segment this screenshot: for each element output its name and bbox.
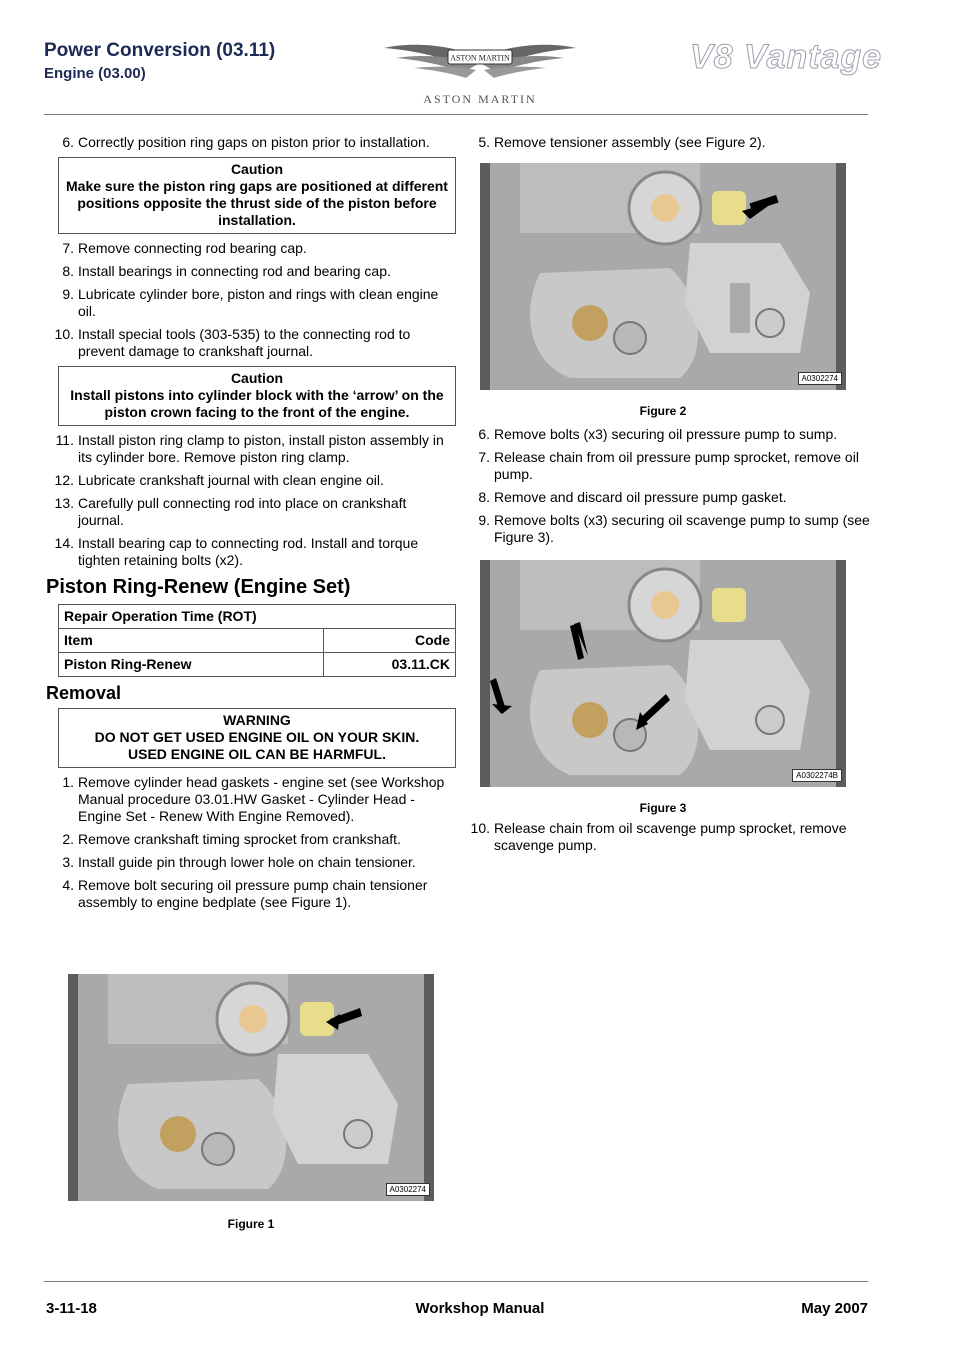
- step-item: [46, 495, 456, 529]
- rot-table: [58, 604, 456, 677]
- step-item: [46, 326, 456, 360]
- figure-caption: Figure 3: [639, 801, 687, 815]
- step-text: Remove connecting rod bearing cap.: [78, 240, 307, 256]
- figure-caption: Figure 2: [639, 404, 687, 418]
- rot-col-code: Code: [323, 629, 455, 653]
- step-item: [462, 820, 872, 854]
- caution-box: [58, 366, 456, 426]
- step-item: [46, 854, 456, 871]
- table-row: [59, 629, 456, 653]
- step-item: [462, 134, 872, 151]
- step-text: Remove bolts (x3) securing oil scavenge pump to sump (see Figure 3).: [494, 512, 870, 545]
- step-text: Lubricate cylinder bore, piston and rings with clean engine oil.: [78, 286, 439, 319]
- header-title: Power Conversion (03.11): [44, 40, 276, 61]
- step-text: Remove bolt securing oil pressure pump chain tensioner assembly to engine bedplate (see Figure 1).: [78, 877, 428, 910]
- section-title: Piston Ring-Renew (Engine Set): [46, 576, 351, 598]
- step-text: Release chain from oil pressure pump sprocket, remove oil pump.: [494, 449, 859, 482]
- step-text: Remove bolts (x3) securing oil pressure pump to sump.: [494, 426, 838, 442]
- step-item: [46, 831, 456, 848]
- header-subtitle: Engine (03.00): [44, 65, 146, 82]
- table-row: [59, 605, 456, 629]
- footer-rule: [44, 1281, 868, 1282]
- right-column-bottom: [462, 820, 872, 860]
- page-number: 3-11-18: [46, 1300, 97, 1317]
- figure-code: A0302274B: [792, 769, 842, 782]
- step-number: 4.: [62, 877, 74, 893]
- step-number: 14.: [54, 535, 74, 551]
- figure-2-photo: [480, 163, 846, 390]
- figure-caption: Figure 1: [227, 1217, 275, 1231]
- step-number: 9.: [478, 512, 490, 528]
- step-item: [46, 877, 456, 911]
- step-number: 12.: [54, 472, 74, 488]
- figure-3-photo: [480, 560, 846, 787]
- step-number: 11.: [55, 432, 74, 448]
- caution-heading: Caution: [230, 161, 284, 177]
- logo-text: ASTON MARTIN: [423, 92, 537, 106]
- step-number: 6.: [478, 426, 490, 442]
- step-item: [46, 535, 456, 569]
- step-item: [462, 512, 872, 546]
- step-text: Correctly position ring gaps on piston prior to installation.: [78, 134, 430, 150]
- logo-badge-text: ASTON MARTIN: [450, 53, 510, 63]
- caution-text: Install pistons into cylinder block with the ‘arrow’ on the piston crown facing to the front of the engine.: [70, 387, 444, 420]
- step-item: [462, 426, 872, 443]
- step-text: Remove and discard oil pressure pump gasket.: [494, 489, 787, 505]
- step-number: 8.: [62, 263, 74, 279]
- step-number: 2.: [62, 831, 74, 847]
- model-name: V8 Vantage: [690, 38, 883, 76]
- engine-photo-illustration: [480, 560, 846, 787]
- step-number: 1.: [62, 774, 74, 790]
- rot-row-item: Piston Ring-Renew: [59, 653, 324, 677]
- warning-line: DO NOT GET USED ENGINE OIL ON YOUR SKIN.: [94, 729, 420, 745]
- step-text: Remove tensioner assembly (see Figure 2).: [494, 134, 766, 150]
- right-column-top: [462, 134, 872, 157]
- step-text: Install piston ring clamp to piston, install piston assembly in its cylinder bore. Remove piston ring clamp.: [78, 432, 444, 465]
- step-text: Remove crankshaft timing sprocket from crankshaft.: [78, 831, 401, 847]
- step-text: Release chain from oil scavenge pump sprocket, remove scavenge pump.: [494, 820, 847, 853]
- engine-photo-illustration: [68, 974, 434, 1201]
- step-text: Install special tools (303-535) to the connecting rod to prevent damage to crankshaft journal.: [78, 326, 411, 359]
- step-number: 10.: [54, 326, 74, 342]
- step-item: [46, 134, 456, 151]
- step-text: Remove cylinder head gaskets - engine set (see Workshop Manual procedure 03.01.HW Gasket - Cylinder Head - Engine Set - Renew With Engine Removed).: [78, 774, 445, 824]
- step-number: 3.: [62, 854, 74, 870]
- table-row: [59, 653, 456, 677]
- engine-photo-illustration: [480, 163, 846, 390]
- step-item: [46, 774, 456, 825]
- figure-code: A0302274: [386, 1183, 430, 1196]
- step-item: [46, 472, 456, 489]
- warning-heading: WARNING: [223, 712, 291, 728]
- rot-table-title: Repair Operation Time (ROT): [59, 605, 456, 629]
- figure-code: A0302274: [798, 372, 842, 385]
- step-text: Lubricate crankshaft journal with clean engine oil.: [78, 472, 384, 488]
- step-item: [46, 263, 456, 280]
- step-item: [462, 489, 872, 506]
- step-number: 13.: [54, 495, 74, 511]
- caution-text: Make sure the piston ring gaps are positioned at different positions opposite the thrust side of the piston before installation.: [66, 178, 448, 228]
- step-text: Carefully pull connecting rod into place on crankshaft journal.: [78, 495, 407, 528]
- footer-center: Workshop Manual: [415, 1300, 545, 1317]
- header-rule: [44, 114, 868, 115]
- removal-title: Removal: [46, 683, 122, 703]
- step-text: Install bearings in connecting rod and bearing cap.: [78, 263, 391, 279]
- right-column-middle: [462, 426, 872, 552]
- caution-heading: Caution: [230, 370, 284, 386]
- step-item: [46, 286, 456, 320]
- step-number: 5.: [478, 134, 490, 150]
- rot-row-code: 03.11.CK: [323, 653, 455, 677]
- step-number: 10.: [470, 820, 490, 836]
- step-number: 9.: [62, 286, 74, 302]
- step-item: [46, 432, 456, 466]
- rot-col-item: Item: [59, 629, 324, 653]
- step-number: 8.: [478, 489, 490, 505]
- figure-1-photo: [68, 974, 434, 1201]
- warning-box: [58, 708, 456, 768]
- caution-box: [58, 157, 456, 234]
- step-item: [46, 240, 456, 257]
- left-column: [46, 134, 456, 917]
- step-number: 6.: [62, 134, 74, 150]
- step-number: 7.: [62, 240, 74, 256]
- footer-date: May 2007: [801, 1300, 868, 1317]
- step-text: Install guide pin through lower hole on chain tensioner.: [78, 854, 416, 870]
- step-item: [462, 449, 872, 483]
- step-text: Install bearing cap to connecting rod. Install and torque tighten retaining bolts (x2).: [78, 535, 419, 568]
- step-number: 7.: [478, 449, 490, 465]
- warning-line: USED ENGINE OIL CAN BE HARMFUL.: [128, 746, 386, 762]
